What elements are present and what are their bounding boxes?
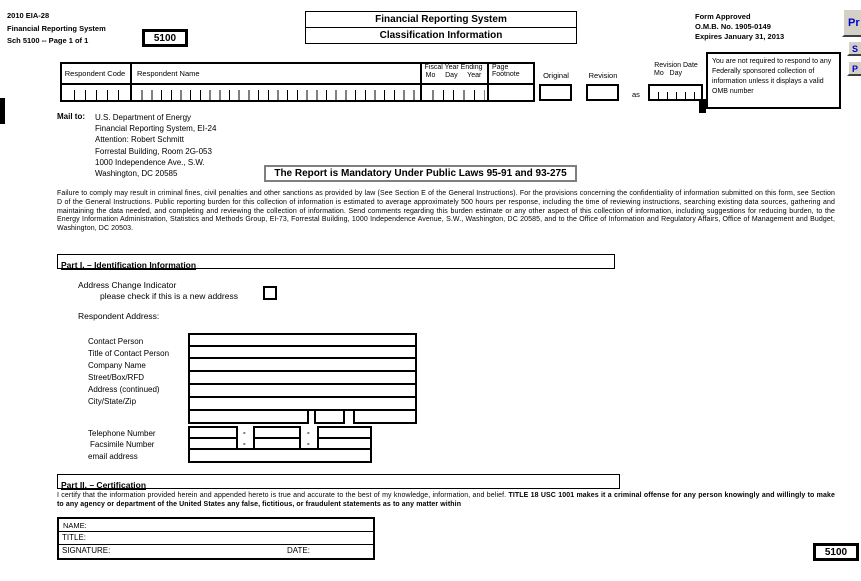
revision-label: Revision xyxy=(588,71,618,80)
p-button[interactable]: P xyxy=(847,60,861,76)
city-state-zip-label: City/State/Zip xyxy=(88,397,137,406)
revision-date-label: Revision Date xyxy=(654,62,698,69)
facsimile-label: Facsimile Number xyxy=(90,440,155,449)
original-input[interactable] xyxy=(539,84,572,101)
zip-input[interactable] xyxy=(353,409,417,424)
respondent-name-input[interactable] xyxy=(133,90,418,100)
state-input[interactable] xyxy=(314,409,345,424)
part2-title: Part II. – Certification xyxy=(61,480,147,490)
page-footnote-label-line2: Footnote xyxy=(492,71,520,78)
mail-to-line: Attention: Robert Schmitt xyxy=(95,135,184,145)
name-row[interactable] xyxy=(59,519,373,532)
email-input[interactable] xyxy=(188,448,372,463)
respondent-code-input[interactable] xyxy=(64,90,128,100)
form-approved-line1: Form Approved xyxy=(695,12,751,21)
mail-to-line: U.S. Department of Energy xyxy=(95,113,192,122)
title-label: TITLE: xyxy=(62,533,87,542)
mail-to-line: Washington, DC 20585 xyxy=(95,169,178,179)
facsimile-dash-1: - xyxy=(243,439,246,448)
telephone-dash-1: - xyxy=(243,428,246,437)
mail-to-line: 1000 Independence Ave., S.W. xyxy=(95,157,205,167)
address-change-label-line2: please check if this is a new address xyxy=(100,291,238,301)
contact-title-label: Title of Contact Person xyxy=(88,349,170,358)
part2-header-box xyxy=(57,474,620,489)
address-continued-label: Address (continued) xyxy=(88,385,160,394)
as-label: as xyxy=(632,90,640,99)
respondent-code-label: Respondent Code xyxy=(64,69,126,78)
city-input[interactable] xyxy=(188,409,309,424)
print-button[interactable]: Pr xyxy=(842,8,861,37)
screen-artifact-left xyxy=(0,98,5,124)
company-name-label: Company Name xyxy=(88,361,146,370)
respondent-table-col-divider-1 xyxy=(130,62,132,102)
revision-input[interactable] xyxy=(586,84,619,101)
title-box xyxy=(305,11,577,44)
certification-paragraph xyxy=(57,492,835,510)
fiscal-year-label: Fiscal Year Ending xyxy=(424,64,483,71)
fiscal-year-sublabel: Mo Day Year xyxy=(425,72,482,79)
form-id-line3: Sch 5100 -- Page 1 of 1 xyxy=(7,35,89,45)
schedule-number-box-bottom: 5100 xyxy=(813,543,859,561)
form-approved-block xyxy=(695,12,784,41)
contact-person-label: Contact Person xyxy=(88,337,144,346)
certification-text-normal: I certify that the information provided herein and appended hereto is true and accurate to the best of my knowledge, information, and belief. xyxy=(57,492,509,499)
revision-date-ticks xyxy=(650,92,701,100)
screen-artifact-right xyxy=(699,99,706,113)
respondent-address-label: Respondent Address: xyxy=(78,311,160,321)
certification-text-bold: TITLE 18 USC 1001 makes it a criminal offense for any person knowingly and willingly to make to any agency or department of the United States any false, fictitious, or fraudulent statements as to any matter within xyxy=(57,492,835,508)
signature-block xyxy=(57,517,375,560)
mail-to-line: Forrestal Building, Room 2G-053 xyxy=(95,146,212,156)
signature-row[interactable] xyxy=(59,545,373,558)
email-label: email address xyxy=(88,452,138,461)
form-id-block xyxy=(7,11,106,45)
telephone-dash-2: - xyxy=(307,428,310,437)
telephone-label: Telephone Number xyxy=(88,429,156,438)
signature-label: SIGNATURE: xyxy=(62,546,111,555)
title-line2: Classification Information xyxy=(379,29,503,41)
part1-title: Part I. – Identification Information xyxy=(61,260,197,270)
title-line1: Financial Reporting System xyxy=(306,12,576,28)
form-id-line1: 2010 EIA-28 xyxy=(7,11,50,20)
mail-to-line: Financial Reporting System, EI-24 xyxy=(95,124,217,134)
facsimile-dash-2: - xyxy=(307,439,310,448)
original-label: Original xyxy=(543,71,569,80)
respondent-name-label: Respondent Name xyxy=(137,69,200,78)
omb-number: O.M.B. No. 1905-0149 xyxy=(695,21,771,31)
page-footnote-input[interactable] xyxy=(489,84,535,102)
schedule-number-box-top: 5100 xyxy=(142,29,188,47)
part1-header-box xyxy=(57,254,615,269)
mail-to-address xyxy=(95,112,216,179)
name-label: NAME: xyxy=(63,521,87,530)
omb-notice-box: You are not required to respond to any Federally sponsored collection of information unless it displays a valid OMB number xyxy=(706,52,841,109)
street-box-rfd-label: Street/Box/RFD xyxy=(88,373,145,382)
date-label: DATE: xyxy=(287,546,310,555)
mail-to-label: Mail to: xyxy=(57,112,85,121)
expires-date: Expires January 31, 2013 xyxy=(695,31,785,41)
address-change-checkbox[interactable] xyxy=(263,286,277,300)
page-footnote-label-line1: Page xyxy=(492,64,509,71)
s-button[interactable]: S xyxy=(847,40,861,56)
mandatory-notice-box: The Report is Mandatory Under Public Laws 95-91 and 93-275 xyxy=(264,165,577,182)
address-change-label-line1: Address Change Indicator xyxy=(78,280,177,290)
form-id-line2: Financial Reporting System xyxy=(7,23,106,33)
title-row[interactable] xyxy=(59,532,373,545)
burden-paragraph: Failure to comply may result in criminal fines, civil penalties and other sanctions as provided by law (See Section E of the General Instructions). For the provisions concerning the confidentiality of information submitted on this form, see Section D of the General Instructions. Public reporting burden for this collection of information is estimated to average approximately 500 hours per response, including the time of reviewing instructions, searching existing data sources, gathering and maintaining the data needed, and completing and reviewing the collection of information. Send comments regarding this burden estimate or any other aspect of this collection of information, including suggestions for reducing burden, to the Energy Information Administration, Statistics and Methods Group, EI-73, Forrestal Building, 1000 Independence Avenue, S.W., Washington, DC 20585, and to the Office of Information and Regulatory Affairs, Office of Management and Budget, Washington, DC 20503. xyxy=(57,190,835,233)
revision-date-sublabel: Mo Day xyxy=(654,70,683,77)
fiscal-year-input[interactable] xyxy=(423,90,485,100)
